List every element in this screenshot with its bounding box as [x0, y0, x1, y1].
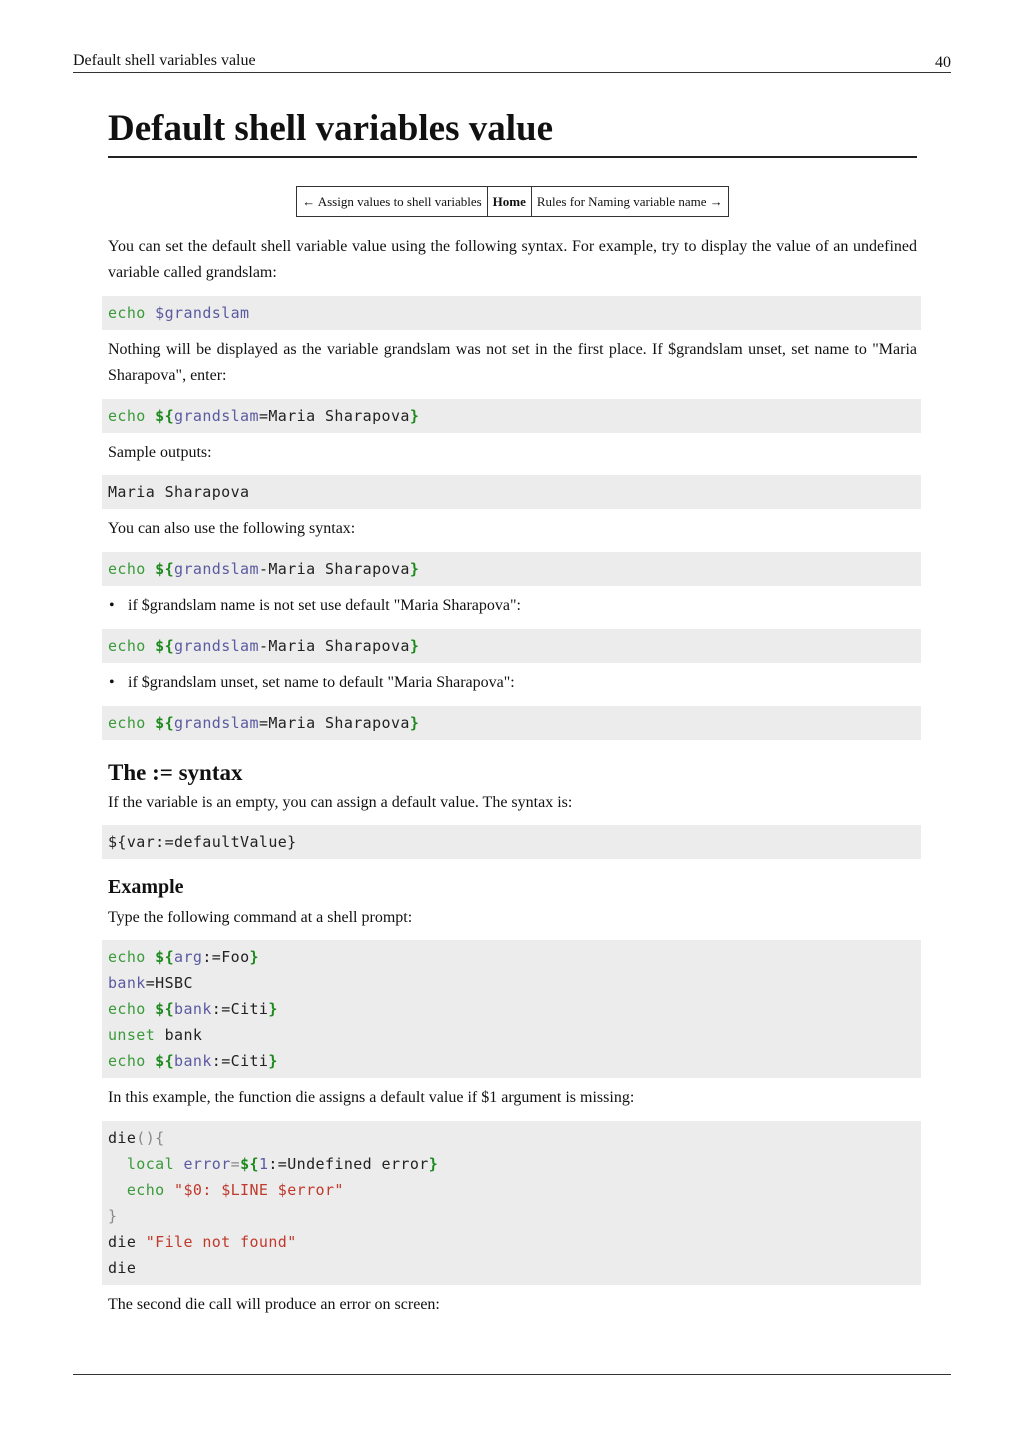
code-block-example: echo ${arg:=Foo} bank=HSBC echo ${bank:=Citi} unset bank echo ${bank:=Citi}	[102, 940, 921, 1078]
page-title: Default shell variables value	[108, 100, 917, 158]
running-header	[73, 52, 951, 73]
paragraph-die-function: In this example, the function die assigns a default value if $1 argument is missing:	[108, 1089, 635, 1106]
paragraph-sample-outputs: Sample outputs:	[108, 444, 212, 461]
code-block-echo-grandslam	[102, 296, 921, 330]
footer-rule	[73, 1374, 951, 1375]
code-block-sample-output: Maria Sharapova	[102, 475, 921, 509]
page-number: 40	[935, 54, 951, 71]
code-block-assign-default-2: echo ${grandslam=Maria Sharapova}	[102, 706, 921, 740]
paragraph-shell-prompt: Type the following command at a shell prompt:	[108, 909, 413, 926]
running-header-title: Default shell variables value	[73, 52, 256, 69]
nav-next-link[interactable]: Rules for Naming variable name →	[531, 187, 728, 217]
bullet-not-set: • if $grandslam name is not set use default "Maria Sharapova":	[108, 593, 917, 619]
paragraph-nothing-displayed: Nothing will be displayed as the variable grandslam was not set in the first place. If $grandslam unset, set name to "Maria Sharapova", enter:	[108, 341, 917, 384]
heading-example: Example	[108, 876, 184, 898]
code-variable: $grandslam	[155, 304, 250, 322]
nav-home-link[interactable]: Home	[487, 187, 531, 217]
heading-syntax: The := syntax	[108, 760, 243, 785]
bullet-unset: • if $grandslam unset, set name to default "Maria Sharapova":	[108, 670, 917, 696]
code-keyword: echo	[108, 304, 146, 322]
paragraph-second-die: The second die call will produce an error on screen:	[108, 1296, 440, 1313]
code-block-syntax: ${var:=defaultValue}	[102, 825, 921, 859]
navigation-box	[296, 186, 729, 217]
code-block-die-function: die(){ local error=${1:=Undefined error} echo "$0: $LINE $error" } die "File not found" die	[102, 1121, 921, 1285]
code-block-assign-default: echo ${grandslam=Maria Sharapova}	[102, 399, 921, 433]
paragraph-also-syntax: You can also use the following syntax:	[108, 520, 356, 537]
nav-prev-link[interactable]: ← Assign values to shell variables	[297, 187, 487, 217]
paragraph-empty-variable: If the variable is an empty, you can assign a default value. The syntax is:	[108, 794, 573, 811]
code-block-dash-default: echo ${grandslam-Maria Sharapova}	[102, 552, 921, 586]
code-block-dash-default-2: echo ${grandslam-Maria Sharapova}	[102, 629, 921, 663]
page-content	[108, 100, 917, 1318]
paragraph-intro: You can set the default shell variable value using the following syntax. For example, try to display the value of an undefined variable called grandslam:	[108, 238, 917, 281]
